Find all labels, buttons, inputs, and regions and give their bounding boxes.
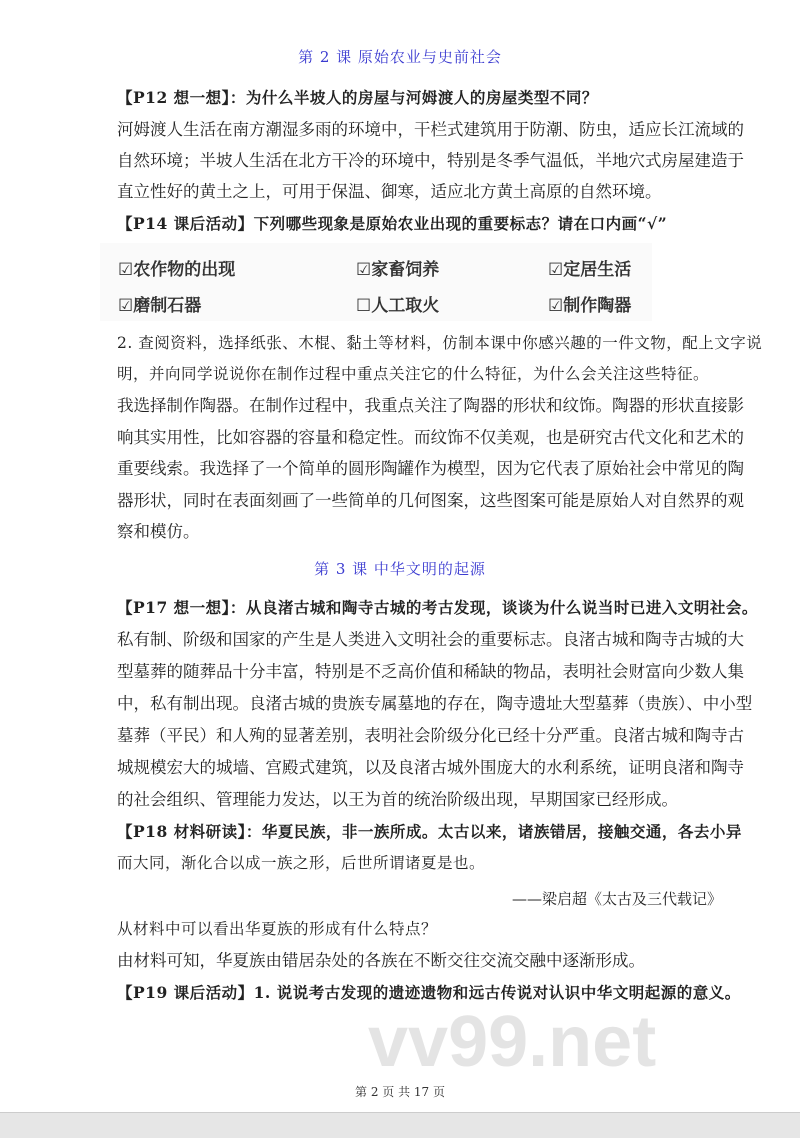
answer-line: 察和模仿。 xyxy=(117,522,200,541)
answer-line: 河姆渡人生活在南方潮湿多雨的环境中，干栏式建筑用于防潮、防虫，适应长江流域的 xyxy=(117,120,744,139)
checklist-item: ☑磨制石器 xyxy=(118,296,202,316)
answer-line: 墓葬（平民）和人殉的显著差别，表明社会阶级分化已经十分严重。良渚古城和陶寺古 xyxy=(117,726,744,745)
viewer-bottom-bar xyxy=(0,1112,800,1138)
watermark: vv99.net xyxy=(368,1007,657,1077)
answer-line: 私有制、阶级和国家的产生是人类进入文明社会的重要标志。良渚古城和陶寺古城的大 xyxy=(117,630,744,649)
checklist-item: ☑制作陶器 xyxy=(548,296,632,316)
answer-line: 响其实用性，比如容器的容量和稳定性。而纹饰不仅美观，也是研究古代文化和艺术的 xyxy=(117,428,744,447)
answer-line: 直立性好的黄土之上，可用于保温、御寒，适应北方黄土高原的自然环境。 xyxy=(117,182,662,201)
lesson3-question-3: 从材料中可以看出华夏族的形成有什么特点？ xyxy=(117,920,438,938)
material-line: 【P18 材料研读】：华夏民族，非一族所成。太古以来，诸族错居，接触交通，各去小异 xyxy=(117,822,742,841)
answer-line: 自然环境；半坡人生活在北方干冷的环境中，特别是冬季气温低，半地穴式房屋建造于 xyxy=(117,151,744,170)
lesson3-question-1: 【P17 想一想】：从良渚古城和陶寺古城的考古发现，谈谈为什么说当时已进入文明社会。 xyxy=(117,598,758,617)
question-line: 2. 查阅资料，选择纸张、木棍、黏土等材料，仿制本课中你感兴趣的一件文物，配上文字说 xyxy=(117,334,763,352)
checklist-item: ☑农作物的出现 xyxy=(118,260,236,280)
answer-line: 型墓葬的随葬品十分丰富，特别是不乏高价值和稀缺的物品，表明社会财富向少数人集 xyxy=(117,662,744,681)
checklist-image xyxy=(100,243,652,321)
lesson3-title: 第 3 课 中华文明的起源 xyxy=(314,560,486,578)
checklist-item: ☑家畜饲养 xyxy=(356,260,440,280)
answer-line: 重要线索。我选择了一个简单的圆形陶罐作为模型，因为它代表了原始社会中常见的陶 xyxy=(117,459,744,478)
checklist-item: ☐人工取火 xyxy=(356,296,440,316)
answer-line: 我选择制作陶器。在制作过程中，我重点关注了陶器的形状和纹饰。陶器的形状直接影 xyxy=(117,396,744,415)
material-source: ——梁启超《太古及三代载记》 xyxy=(511,890,722,908)
lesson3-question-4: 【P19 课后活动】1. 说说考古发现的遗迹遗物和远古传说对认识中华文明起源的意义。 xyxy=(117,983,741,1002)
answer-line: 中，私有制出现。良渚古城的贵族专属墓地的存在，陶寺遗址大型墓葬（贵族）、中小型 xyxy=(117,694,753,713)
lesson2-question-1: 【P12 想一想】：为什么半坡人的房屋与河姆渡人的房屋类型不同？ xyxy=(117,88,598,107)
question-line: 明，并向同学说说你在制作过程中重点关注它的什么特征，为什么会关注这些特征。 xyxy=(117,365,710,383)
answer-line: 由材料可知，华夏族由错居杂处的各族在不断交往交流交融中逐渐形成。 xyxy=(117,951,645,970)
material-line: 而大同，渐化合以成一族之形，后世所谓诸夏是也。 xyxy=(117,854,486,872)
checklist-item: ☑定居生活 xyxy=(548,260,632,280)
answer-line: 器形状，同时在表面刻画了一些简单的几何图案，这些图案可能是原始人对自然界的观 xyxy=(117,491,744,510)
lesson2-question-2: 【P14 课后活动】下列哪些现象是原始农业出现的重要标志？请在口内画“√” xyxy=(117,214,668,233)
answer-line: 城规模宏大的城墙、宫殿式建筑，以及良渚古城外围庞大的水利系统，证明良渚和陶寺 xyxy=(117,758,744,777)
lesson2-title: 第 2 课 原始农业与史前社会 xyxy=(298,48,502,66)
answer-line: 的社会组织、管理能力发达，以王为首的统治阶级出现，早期国家已经形成。 xyxy=(117,790,678,809)
page-footer: 第 2 页 共 17 页 xyxy=(355,1085,445,1099)
